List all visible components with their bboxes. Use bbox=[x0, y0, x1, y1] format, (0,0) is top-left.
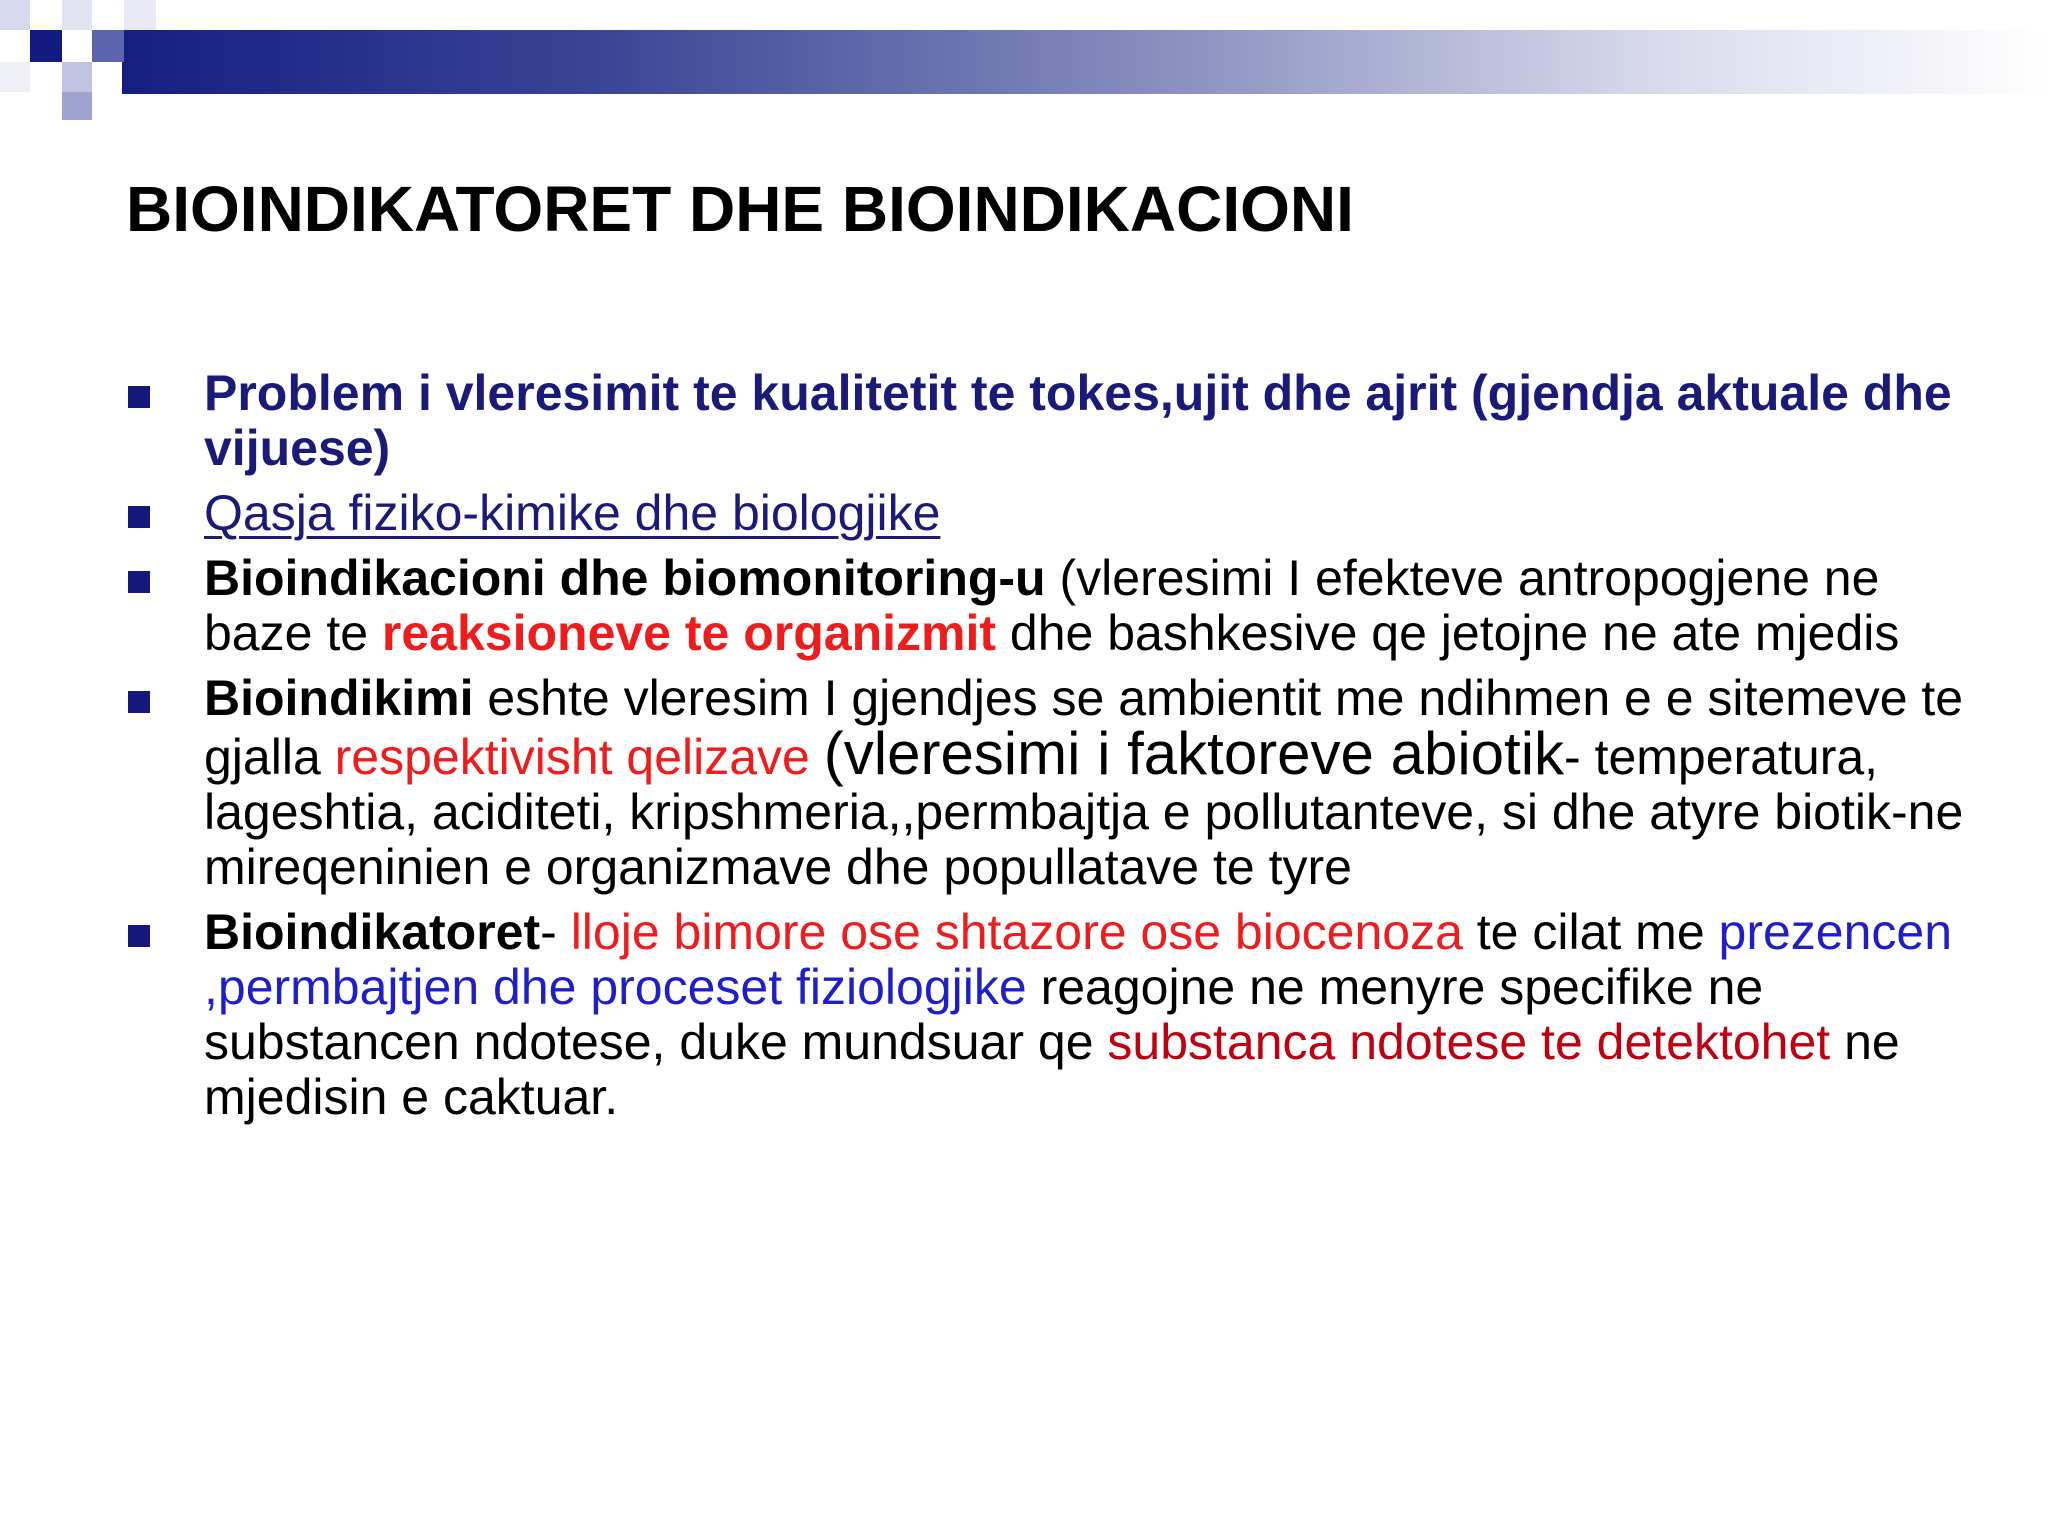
bullet-item bbox=[128, 671, 1988, 895]
bullet-text: (vleresimi I efekteve antropogjene ne baze te bbox=[204, 550, 1880, 661]
square-bullet-icon bbox=[128, 506, 150, 528]
decorative-square bbox=[0, 62, 30, 92]
bullet-text bbox=[810, 729, 824, 785]
bullet-text: reagojne ne menyre specifike ne substancen ndotese, duke mundsuar qe bbox=[204, 959, 1764, 1070]
decorative-square bbox=[62, 0, 92, 30]
decorative-square bbox=[62, 62, 92, 92]
bullet-text: - temperatura, lageshtia, aciditeti, kripshmeria,,permbajtja e pollutanteve, si dhe atyre biotik-ne mireqeninien e organizmave dhe popullatave te tyre bbox=[204, 729, 1964, 895]
decorative-square bbox=[62, 92, 92, 120]
bullet-text: dhe bashkesive qe jetojne ne ate mjedis bbox=[996, 605, 1900, 661]
square-bullet-icon bbox=[128, 691, 150, 713]
bullet-text: eshte vleresim I gjendjes se ambientit me ndihmen e e sitemeve te gjalla bbox=[204, 670, 1964, 785]
bullet-text: - bbox=[540, 904, 571, 960]
bullet-text: Problem i vleresimit te kualitetit te tokes,ujit dhe ajrit (gjendja aktuale dhe vijuese) bbox=[204, 365, 1952, 476]
square-bullet-icon bbox=[128, 925, 150, 947]
bullet-item bbox=[128, 486, 1988, 541]
decorative-square bbox=[30, 30, 62, 62]
square-bullet-icon bbox=[128, 571, 150, 593]
bullet-highlight: lloje bimore ose shtazore ose biocenoza bbox=[570, 904, 1463, 960]
header-gradient-bar bbox=[122, 30, 2048, 94]
bullet-item bbox=[128, 551, 1988, 661]
bullet-item bbox=[128, 905, 1988, 1125]
bullet-highlight: reaksioneve te organizmit bbox=[381, 605, 997, 661]
bullet-term: Bioindikimi bbox=[204, 670, 474, 726]
slide-title: BIOINDIKATORET DHE BIOINDIKACIONI bbox=[126, 173, 1354, 245]
bullet-highlight: substanca ndotese te detektohet bbox=[1107, 1014, 1831, 1070]
bullet-item bbox=[128, 366, 1988, 476]
decorative-square bbox=[124, 0, 156, 30]
bullet-list bbox=[128, 366, 1988, 1135]
bullet-large-text: (vleresimi i faktoreve abiotik bbox=[823, 720, 1565, 787]
bullet-term: Bioindikacioni dhe biomonitoring-u bbox=[204, 550, 1046, 606]
decorative-square bbox=[92, 30, 124, 62]
bullet-term: Bioindikatoret bbox=[204, 904, 541, 960]
square-bullet-icon bbox=[128, 386, 150, 408]
decorative-square bbox=[0, 0, 30, 30]
bullet-link[interactable]: Qasja fiziko-kimike dhe biologjike bbox=[204, 485, 941, 541]
bullet-text: ne mjedisin e caktuar. bbox=[204, 1014, 1900, 1125]
bullet-highlight: respektivisht qelizave bbox=[334, 729, 810, 785]
bullet-text: te cilat me bbox=[1462, 904, 1719, 960]
bullet-highlight: prezencen ,permbajtjen dhe proceset fiziologjike bbox=[204, 904, 1953, 1015]
